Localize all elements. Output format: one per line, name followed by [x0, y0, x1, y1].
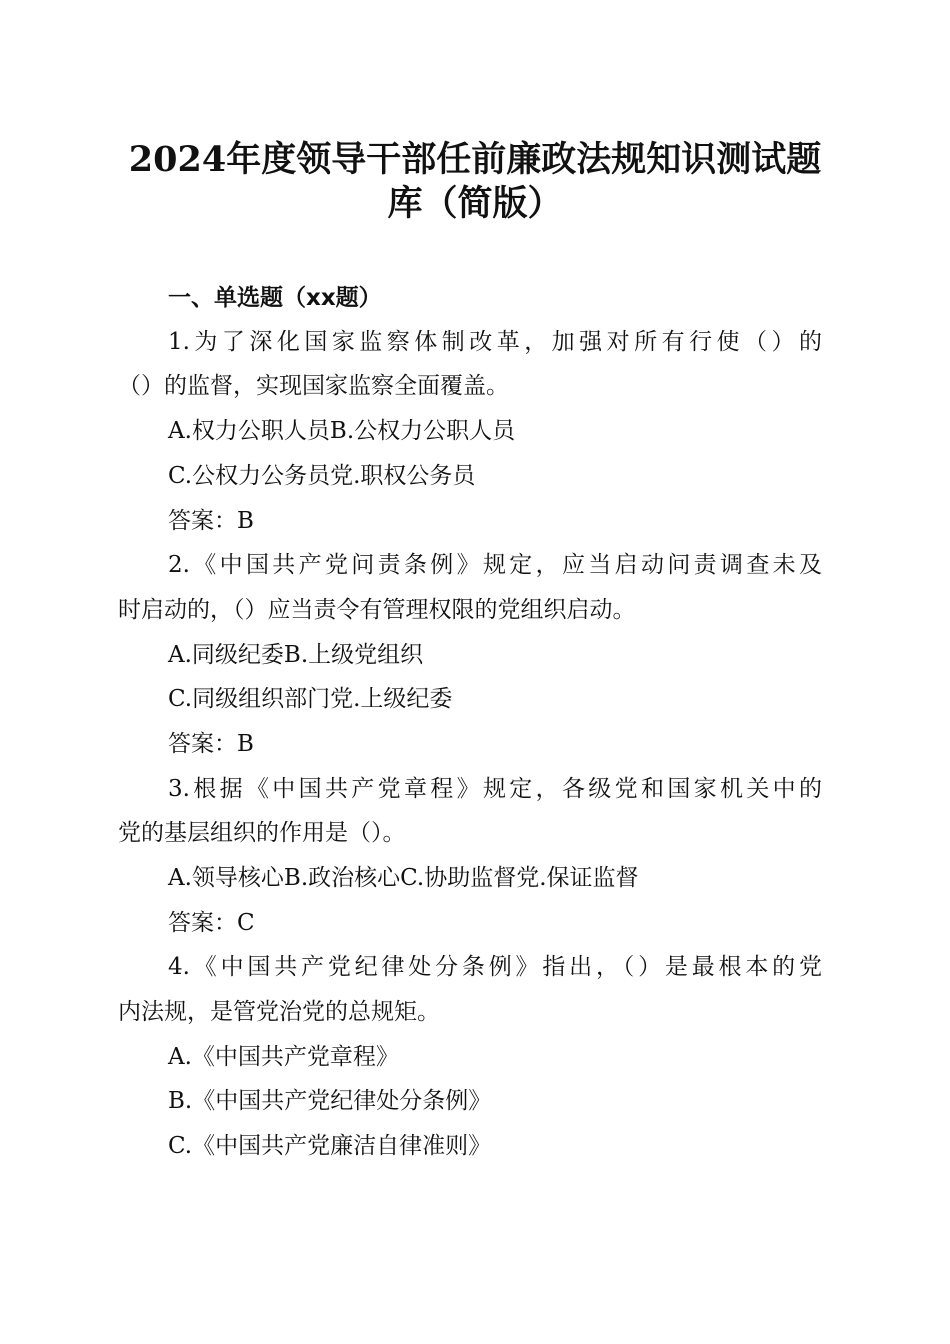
question-4-text: 4.《中国共产党纪律处分条例》指出，（）是最根本的党	[168, 954, 822, 980]
question-4-option-b: B.《中国共产党纪律处分条例》	[168, 1088, 492, 1114]
question-2-text: 2.《中国共产党问责条例》规定，应当启动问责调查未及	[168, 552, 822, 578]
question-3-options: A.领导核心B.政治核心C.协助监督党.保证监督	[168, 865, 639, 891]
question-3-answer: 答案：C	[168, 910, 255, 936]
document-title-line-1: 2024年度领导干部任前廉政法规知识测试题	[128, 139, 822, 180]
section-heading: 一、单选题（xx题）	[168, 285, 382, 311]
question-2-answer: 答案：B	[168, 731, 254, 757]
document-title-line-2: 库（简版）	[387, 183, 563, 224]
question-2-options-ab: A.同级纪委B.上级党组织	[168, 642, 424, 668]
question-1-options-ab: A.权力公职人员B.公权力公职人员	[168, 418, 516, 444]
question-1-answer: 答案：B	[168, 508, 254, 534]
question-1-text: 1.为了深化国家监察体制改革，加强对所有行使（）的	[168, 329, 822, 355]
question-1-text-cont: （）的监督，实现国家监察全面覆盖。	[118, 373, 509, 399]
question-2-text-cont: 时启动的，（）应当责令有管理权限的党组织启动。	[118, 597, 636, 623]
question-4-option-c: C.《中国共产党廉洁自律准则》	[168, 1133, 492, 1159]
question-3-text-cont: 党的基层组织的作用是（）。	[118, 820, 406, 846]
question-2-options-cd: C.同级组织部门党.上级纪委	[168, 686, 453, 712]
question-1-options-cd: C.公权力公务员党.职权公务员	[168, 463, 476, 489]
question-3-text: 3.根据《中国共产党章程》规定，各级党和国家机关中的	[168, 776, 822, 802]
question-4-text-cont: 内法规，是管党治党的总规矩。	[118, 999, 440, 1025]
question-4-option-a: A.《中国共产党章程》	[168, 1044, 399, 1070]
